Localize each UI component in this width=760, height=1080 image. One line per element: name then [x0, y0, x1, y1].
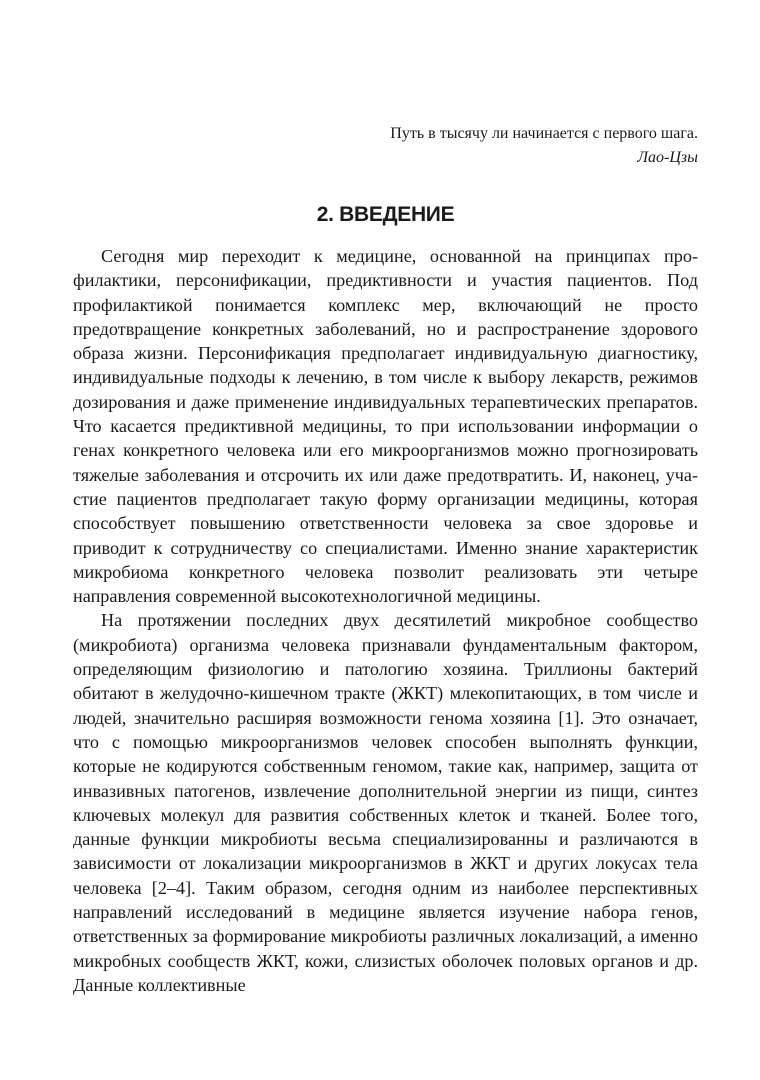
- paragraph-1: Сегодня мир переходит к медицине, основанной на принципах профилактики, персонификации, предиктивности и участия пациентов. Под профилактикой понимается комплекс мер, включающий не просто предотвращение конкретных заболеваний, но и распространение здорового образа жизни. Персонификация предполагает индивидуальную диагностику, индивидуальные подходы к лечению, в том числе к выбору лекарств, режимов дозирования и даже применение индивидуальных терапевтических препаратов. Что касается предиктивной медицины, то при использовании информации о генах конкретного человека или его микроорганизмов можно прогнозировать тяжелые заболевания и отсрочить их или даже предотвратить. И, наконец, участие пациентов предполагает такую форму организации медицины, которая способствует повышению ответственности человека за свое здоровье и приводит к сотрудничеству со специалистами. Именно знание характеристик микробиома конкретного человека позволит реализовать эти четыре направления современной высокотехнологичной медицины.: [73, 246, 698, 607]
- epigraph-author: Лао-Цзы: [637, 149, 698, 166]
- epigraph-quote: Путь в тысячу ли начинается с первого шага.: [390, 125, 698, 142]
- body-text: [73, 244, 698, 997]
- paragraph-2: На протяжении последних двух десятилетий микробное сообщество (микробиота) организма человека признавали фундаментальным фактором, определяющим физиологию и патологию хозяина. Триллионы бактерий обитают в желудочно-кишечном тракте (ЖКТ) млекопитающих, в том числе и людей, значительно расширяя возможности генома хозяина [1]. Это означает, что с помощью микроорганизмов человек способен выполнять функции, которые не кодируются собственным геномом, такие как, например, защита от инвазивных патогенов, извлечение дополнительной энергии из пищи, синтез ключевых молекул для развития собственных клеток и тканей. Более того, данные функции микробиоты весьма специализированны и различаются в зависимости от локализации микроорганизмов в ЖКТ и других локусах тела человека [2–4]. Таким образом, сегодня одним из наиболее перспективных направлений исследований в медицине является изучение набора генов, ответственных за формирование микробиоты различных локализаций, а именно микробных сообществ ЖКТ, кожи, слизистых оболочек половых органов и др. Данные коллективные: [73, 610, 698, 995]
- section-title: 2. ВВЕДЕНИЕ: [316, 203, 455, 226]
- epigraph: [390, 122, 698, 170]
